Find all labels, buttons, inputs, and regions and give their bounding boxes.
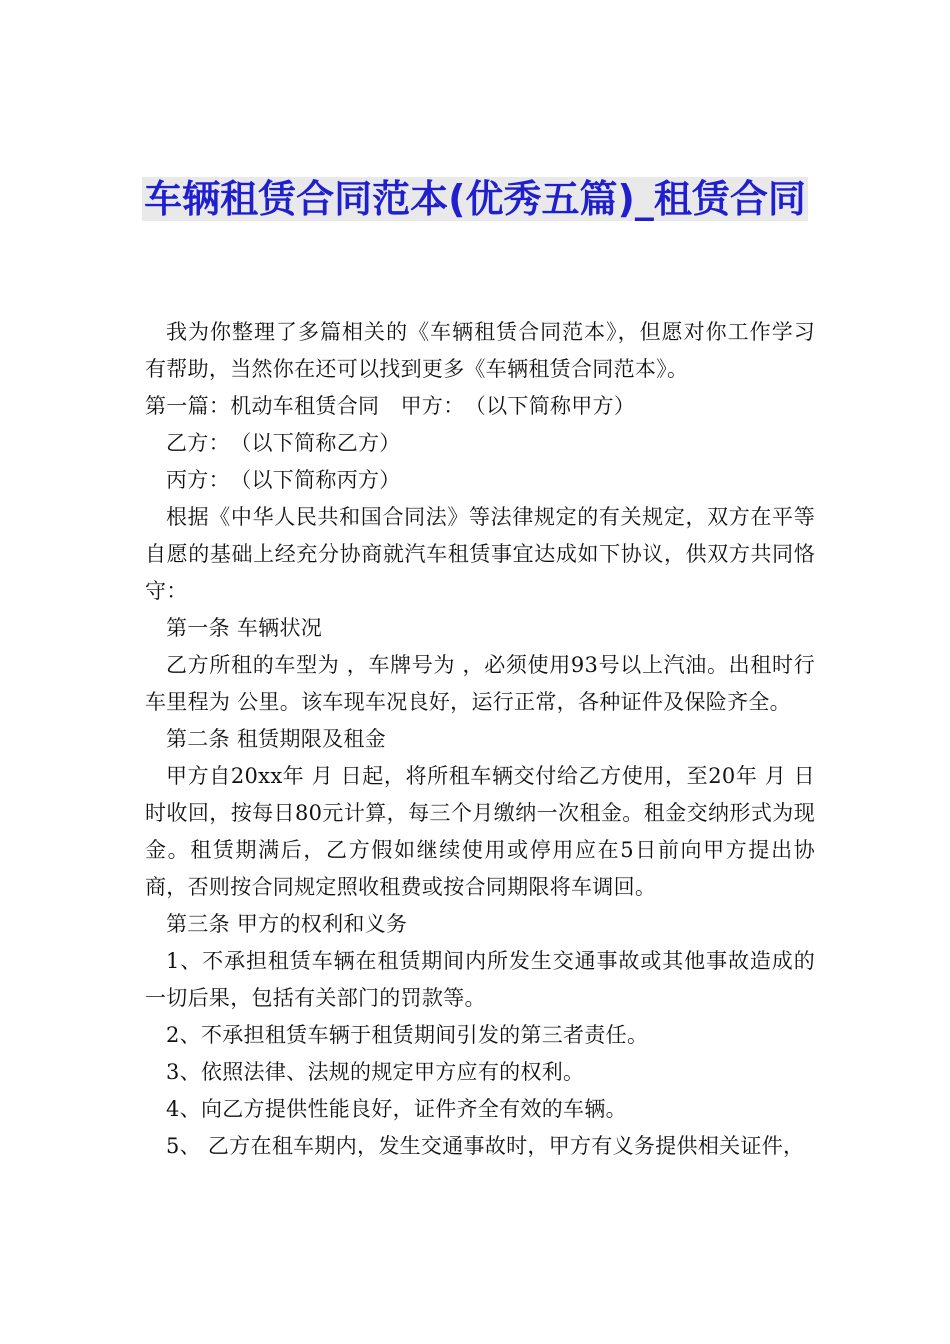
document-title xyxy=(120,170,830,228)
clause-1-heading: 第一条 车辆状况 xyxy=(166,616,323,640)
paragraph-intro: 我为你整理了多篇相关的《车辆租赁合同范本》，但愿对你工作学习有帮助，当然你在还可以找到更多《车辆租赁合同范本》。 xyxy=(145,320,815,381)
paragraph-legal-basis: 根据《中华人民共和国合同法》等法律规定的有关规定，双方在平等自愿的基础上经充分协商就汽车租赁事宜达成如下协议，供双方共同恪守： xyxy=(145,505,815,603)
document-title-text: 车辆租赁合同范本(优秀五篇)_租赁合同 xyxy=(144,177,806,221)
clause-3-item-1: 1、不承担租赁车辆在租赁期间内所发生交通事故或其他事故造成的一切后果，包括有关部门的罚款等。 xyxy=(145,949,815,1010)
clause-2-heading: 第二条 租赁期限及租金 xyxy=(166,727,386,751)
clause-3-item-2: 2、不承担租赁车辆于租赁期间引发的第三者责任。 xyxy=(166,1023,649,1047)
paragraph-party-b: 乙方： （以下简称乙方） xyxy=(166,431,401,455)
document-body xyxy=(145,314,815,1165)
clause-3-item-3: 3、依照法律、法规的规定甲方应有的权利。 xyxy=(166,1060,585,1084)
paragraph-first-article-heading: 第一篇：机动车租赁合同 甲方： （以下简称甲方） xyxy=(145,394,636,418)
paragraph-party-c: 丙方： （以下简称丙方） xyxy=(166,468,401,492)
clause-3-item-4: 4、向乙方提供性能良好，证件齐全有效的车辆。 xyxy=(166,1097,627,1121)
clause-1-text: 乙方所租的车型为 ，车牌号为 ，必须使用93号以上汽油。出租时行车里程为 公里。该车现车况良好，运行正常，各种证件及保险齐全。 xyxy=(145,653,815,714)
clause-3-item-5: 5、 乙方在租车期内，发生交通事故时，甲方有义务提供相关证件， xyxy=(166,1134,805,1158)
clause-3-heading: 第三条 甲方的权利和义务 xyxy=(166,912,408,936)
clause-2-text: 甲方自20xx年 月 日起，将所租车辆交付给乙方使用，至20年 月 日时收回，按每日80元计算，每三个月缴纳一次租金。租金交纳形式为现金。租赁期满后，乙方假如继续使用或停用应在5日前向甲方提出协商，否则按合同规定照收租费或按合同期限将车调回。 xyxy=(145,764,815,899)
